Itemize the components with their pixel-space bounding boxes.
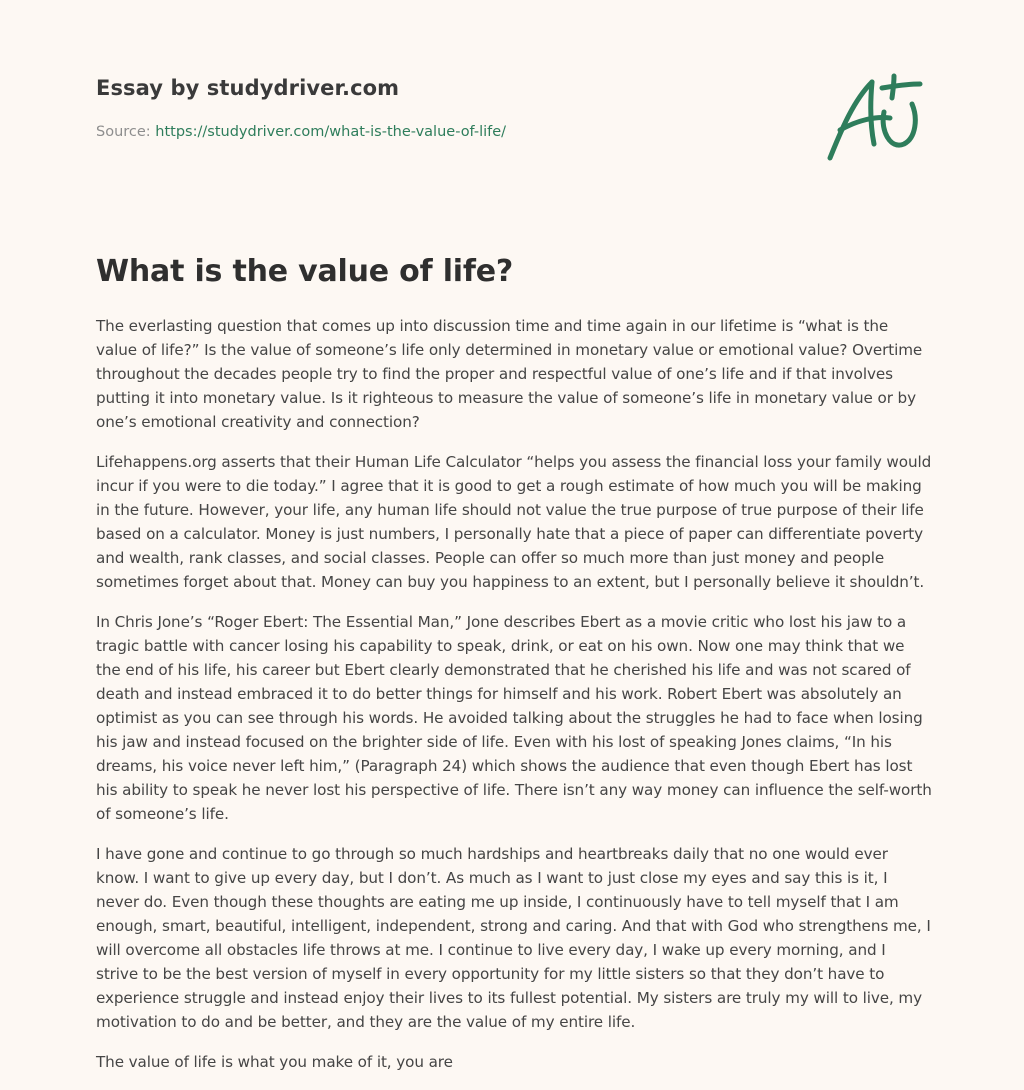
essay-paragraph: In Chris Jone’s “Roger Ebert: The Essential Man,” Jone describes Ebert as a movie critic who lost his jaw to a tragic battle with cancer losing his capability to speak, drink, or eat on his own. Now one may think that we the end of his life, his career but Ebert clearly demonstrated that he cherished his life and was not scared of death and instead embraced it to do better things for himself and his work. Robert Ebert was absolutely an optimist as you can see through his words. He avoided talking about the struggles he had to face when losing his jaw and instead focused on the brighter side of life. Even with his lost of speaking Jones claims, “In his dreams, his voice never left him,” (Paragraph 24) which shows the audience that even though Ebert has lost his ability to speak he never lost his perspective of life. There isn’t any way money can influence the self-worth of someone’s life. [96,613,932,823]
essay-body [96,314,932,1090]
essay-paragraph: The everlasting question that comes up into discussion time and time again in our lifetime is “what is the value of life?” Is the value of someone’s life only determined in monetary value or emotional value? Overtime throughout the decades people try to find the proper and respectful value of one’s life and if that involves putting it into monetary value. Is it righteous to measure the value of someone’s life in monetary value or by one’s emotional creativity and connection? [96,317,923,431]
source-link[interactable]: https://studydriver.com/what-is-the-value-of-life/ [155,124,507,140]
essay-paragraph: The value of life is what you make of it, you are [96,1053,453,1071]
source-line [96,124,506,140]
essay-paragraph: Lifehappens.org asserts that their Human Life Calculator “helps you assess the financial loss your family would incur if you were to die today.” I agree that it is good to get a rough estimate of how much you will be making in the future. However, your life, any human life should not value the true purpose of true purpose of their life based on a calculator. Money is just numbers, I personally hate that a piece of paper can differentiate poverty and wealth, rank classes, and social classes. People can offer so much more than just money and people sometimes forget about that. Money can buy you happiness to an extent, but I personally believe it shouldn’t. [96,453,932,591]
site-brand: Essay by studydriver.com [96,76,400,100]
source-label: Source: [96,124,151,140]
a-plus-logo-icon [820,68,930,168]
essay-title: What is the value of life? [96,254,514,289]
essay-paragraph: I have gone and continue to go through so much hardships and heartbreaks daily that no one would ever know. I want to give up every day, but I don’t. As much as I want to just close my eyes and say this is it, I never do. Even though these thoughts are eating me up inside, I continuously have to tell myself that I am enough, smart, beautiful, intelligent, independent, strong and caring. And that with God who strengthens me, I will overcome all obstacles life throws at me. I continue to live every day, I wake up every morning, and I strive to be the best version of myself in every opportunity for my little sisters so that they don’t have to experience struggle and instead enjoy their lives to its fullest potential. My sisters are truly my will to live, my motivation to do and be better, and they are the value of my entire life. [96,845,931,1031]
